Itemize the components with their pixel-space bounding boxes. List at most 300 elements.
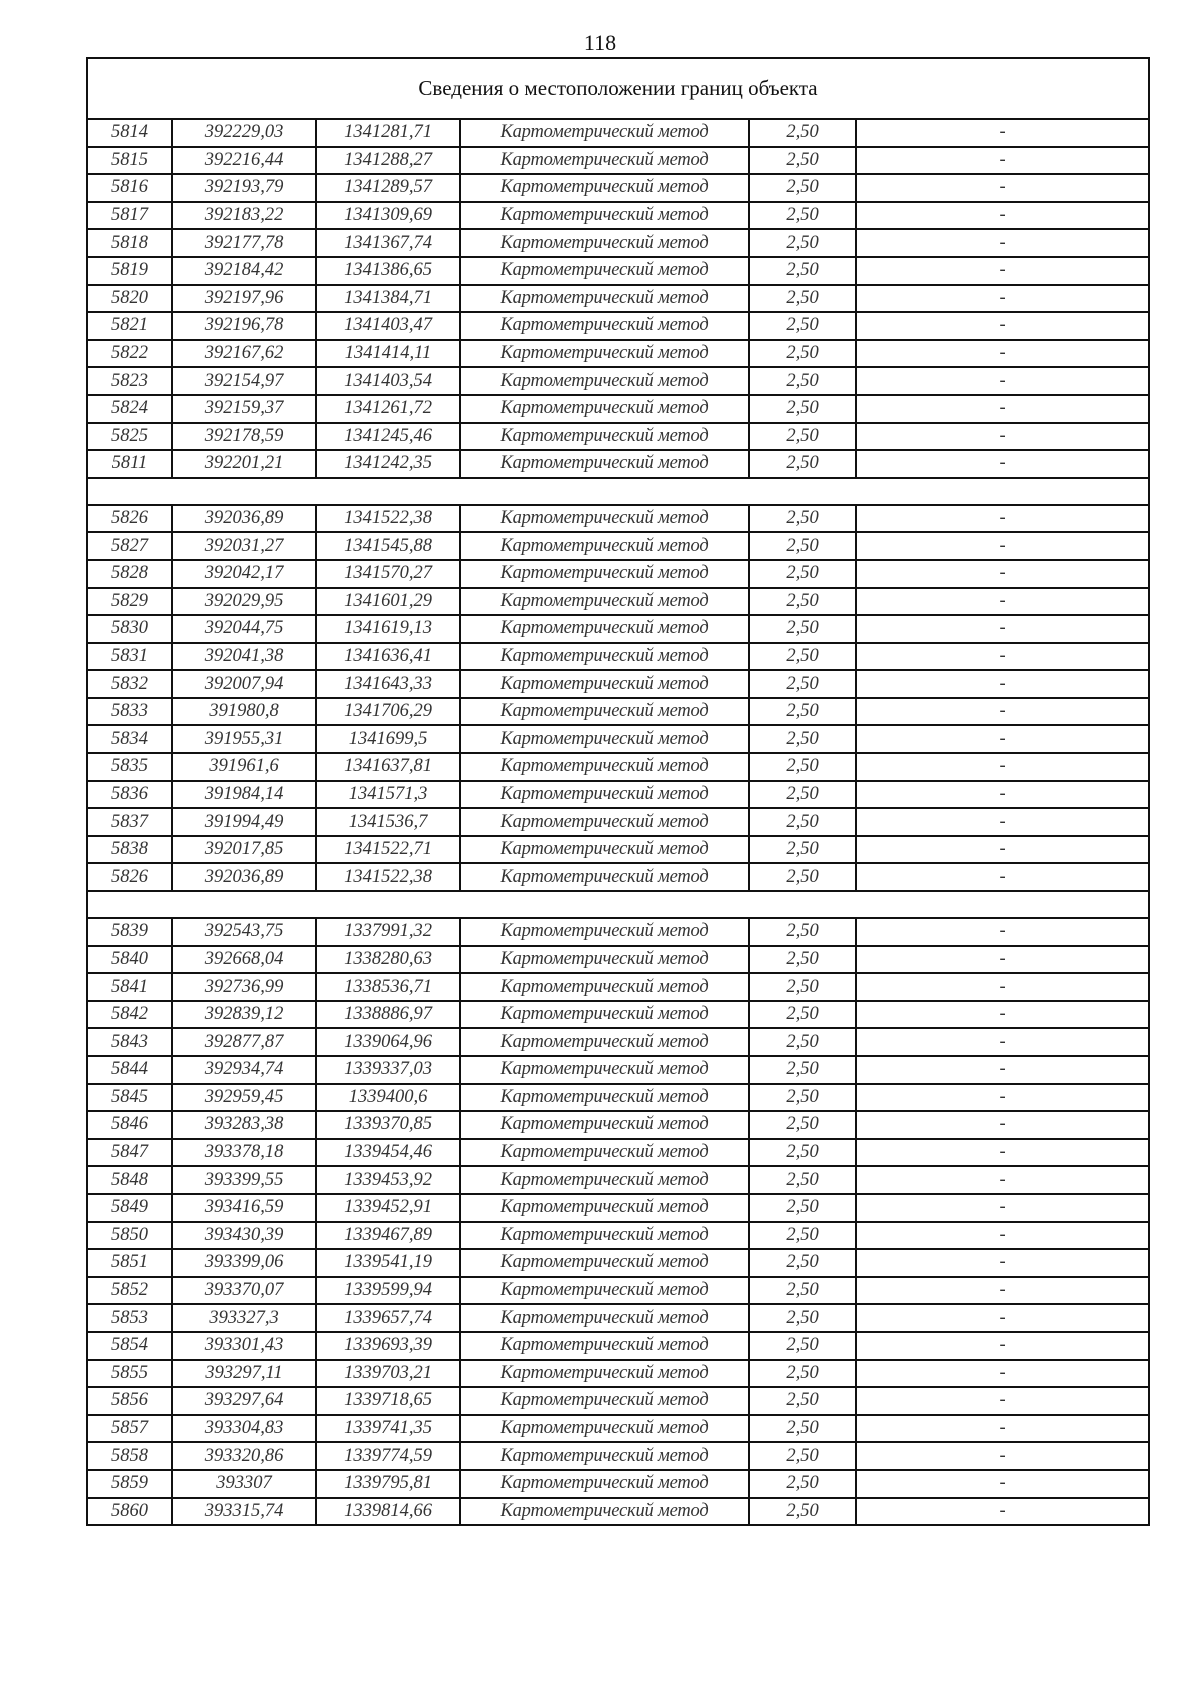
x-coordinate-cell: 393378,18 — [172, 1139, 316, 1167]
method-cell: Картометрический метод — [460, 147, 749, 175]
x-coordinate-cell: 392041,38 — [172, 643, 316, 671]
table-row — [87, 1194, 1149, 1222]
method-cell: Картометрический метод — [460, 119, 749, 147]
table-row — [87, 1056, 1149, 1084]
accuracy-cell: 2,50 — [749, 1222, 856, 1250]
x-coordinate-cell: 392154,97 — [172, 367, 316, 395]
description-cell: - — [856, 174, 1149, 202]
accuracy-cell: 2,50 — [749, 781, 856, 809]
point-number-cell: 5851 — [87, 1249, 172, 1277]
accuracy-cell: 2,50 — [749, 1415, 856, 1443]
point-number-cell: 5817 — [87, 202, 172, 230]
accuracy-cell: 2,50 — [749, 505, 856, 533]
table-row — [87, 643, 1149, 671]
y-coordinate-cell: 1339453,92 — [316, 1166, 460, 1194]
contour-separator-row — [87, 478, 1149, 505]
x-coordinate-cell: 392029,95 — [172, 588, 316, 616]
accuracy-cell: 2,50 — [749, 174, 856, 202]
accuracy-cell: 2,50 — [749, 532, 856, 560]
description-cell: - — [856, 423, 1149, 451]
point-number-cell: 5836 — [87, 781, 172, 809]
method-cell: Картометрический метод — [460, 174, 749, 202]
y-coordinate-cell: 1339693,39 — [316, 1332, 460, 1360]
x-coordinate-cell: 391980,8 — [172, 698, 316, 726]
x-coordinate-cell: 392839,12 — [172, 1001, 316, 1029]
point-number-cell: 5822 — [87, 340, 172, 368]
description-cell: - — [856, 753, 1149, 781]
table-row — [87, 532, 1149, 560]
y-coordinate-cell: 1341309,69 — [316, 202, 460, 230]
y-coordinate-cell: 1339741,35 — [316, 1415, 460, 1443]
method-cell: Картометрический метод — [460, 1001, 749, 1029]
y-coordinate-cell: 1341245,46 — [316, 423, 460, 451]
method-cell: Картометрический метод — [460, 532, 749, 560]
x-coordinate-cell: 393301,43 — [172, 1332, 316, 1360]
table-row — [87, 119, 1149, 147]
table-row — [87, 808, 1149, 836]
x-coordinate-cell: 392216,44 — [172, 147, 316, 175]
method-cell: Картометрический метод — [460, 395, 749, 423]
x-coordinate-cell: 392036,89 — [172, 863, 316, 891]
point-number-cell: 5853 — [87, 1304, 172, 1332]
description-cell: - — [856, 147, 1149, 175]
x-coordinate-cell: 392007,94 — [172, 670, 316, 698]
description-cell: - — [856, 1415, 1149, 1443]
y-coordinate-cell: 1341570,27 — [316, 560, 460, 588]
method-cell: Картометрический метод — [460, 946, 749, 974]
y-coordinate-cell: 1339718,65 — [316, 1387, 460, 1415]
method-cell: Картометрический метод — [460, 643, 749, 671]
point-number-cell: 5827 — [87, 532, 172, 560]
table-row — [87, 753, 1149, 781]
point-number-cell: 5860 — [87, 1498, 172, 1526]
method-cell: Картометрический метод — [460, 808, 749, 836]
method-cell: Картометрический метод — [460, 781, 749, 809]
description-cell: - — [856, 505, 1149, 533]
description-cell: - — [856, 367, 1149, 395]
table-body — [87, 58, 1149, 1525]
x-coordinate-cell: 391994,49 — [172, 808, 316, 836]
description-cell: - — [856, 1387, 1149, 1415]
y-coordinate-cell: 1339467,89 — [316, 1222, 460, 1250]
method-cell: Картометрический метод — [460, 1277, 749, 1305]
method-cell: Картометрический метод — [460, 725, 749, 753]
x-coordinate-cell: 393307 — [172, 1470, 316, 1498]
point-number-cell: 5846 — [87, 1111, 172, 1139]
point-number-cell: 5814 — [87, 119, 172, 147]
x-coordinate-cell: 393399,06 — [172, 1249, 316, 1277]
y-coordinate-cell: 1341242,35 — [316, 450, 460, 478]
description-cell: - — [856, 1498, 1149, 1526]
x-coordinate-cell: 392184,42 — [172, 257, 316, 285]
accuracy-cell: 2,50 — [749, 643, 856, 671]
accuracy-cell: 2,50 — [749, 1028, 856, 1056]
contour-separator-row — [87, 891, 1149, 918]
accuracy-cell: 2,50 — [749, 395, 856, 423]
y-coordinate-cell: 1341536,7 — [316, 808, 460, 836]
accuracy-cell: 2,50 — [749, 1387, 856, 1415]
description-cell: - — [856, 1470, 1149, 1498]
method-cell: Картометрический метод — [460, 918, 749, 946]
description-cell: - — [856, 1442, 1149, 1470]
point-number-cell: 5819 — [87, 257, 172, 285]
point-number-cell: 5858 — [87, 1442, 172, 1470]
x-coordinate-cell: 392159,37 — [172, 395, 316, 423]
x-coordinate-cell: 392736,99 — [172, 973, 316, 1001]
accuracy-cell: 2,50 — [749, 698, 856, 726]
point-number-cell: 5845 — [87, 1084, 172, 1112]
description-cell: - — [856, 257, 1149, 285]
x-coordinate-cell: 392167,62 — [172, 340, 316, 368]
method-cell: Картометрический метод — [460, 285, 749, 313]
y-coordinate-cell: 1339337,03 — [316, 1056, 460, 1084]
y-coordinate-cell: 1339452,91 — [316, 1194, 460, 1222]
point-number-cell: 5826 — [87, 505, 172, 533]
y-coordinate-cell: 1338280,63 — [316, 946, 460, 974]
boundary-coordinates-table — [86, 57, 1150, 1526]
accuracy-cell: 2,50 — [749, 560, 856, 588]
y-coordinate-cell: 1339657,74 — [316, 1304, 460, 1332]
method-cell: Картометрический метод — [460, 1222, 749, 1250]
description-cell: - — [856, 1222, 1149, 1250]
table-row — [87, 1442, 1149, 1470]
point-number-cell: 5834 — [87, 725, 172, 753]
table-row — [87, 1304, 1149, 1332]
point-number-cell: 5824 — [87, 395, 172, 423]
accuracy-cell: 2,50 — [749, 257, 856, 285]
method-cell: Картометрический метод — [460, 670, 749, 698]
description-cell: - — [856, 1249, 1149, 1277]
description-cell: - — [856, 532, 1149, 560]
method-cell: Картометрический метод — [460, 1166, 749, 1194]
x-coordinate-cell: 392036,89 — [172, 505, 316, 533]
x-coordinate-cell: 393283,38 — [172, 1111, 316, 1139]
x-coordinate-cell: 392196,78 — [172, 312, 316, 340]
x-coordinate-cell: 393304,83 — [172, 1415, 316, 1443]
table-row — [87, 202, 1149, 230]
x-coordinate-cell: 392044,75 — [172, 615, 316, 643]
accuracy-cell: 2,50 — [749, 918, 856, 946]
point-number-cell: 5811 — [87, 450, 172, 478]
y-coordinate-cell: 1341643,33 — [316, 670, 460, 698]
point-number-cell: 5850 — [87, 1222, 172, 1250]
x-coordinate-cell: 393315,74 — [172, 1498, 316, 1526]
accuracy-cell: 2,50 — [749, 423, 856, 451]
table-row — [87, 1001, 1149, 1029]
method-cell: Картометрический метод — [460, 312, 749, 340]
table-row — [87, 946, 1149, 974]
method-cell: Картометрический метод — [460, 1387, 749, 1415]
method-cell: Картометрический метод — [460, 1249, 749, 1277]
accuracy-cell: 2,50 — [749, 1001, 856, 1029]
accuracy-cell: 2,50 — [749, 1166, 856, 1194]
x-coordinate-cell: 391961,6 — [172, 753, 316, 781]
method-cell: Картометрический метод — [460, 257, 749, 285]
table-row — [87, 615, 1149, 643]
x-coordinate-cell: 393416,59 — [172, 1194, 316, 1222]
accuracy-cell: 2,50 — [749, 119, 856, 147]
method-cell: Картометрический метод — [460, 1111, 749, 1139]
point-number-cell: 5841 — [87, 973, 172, 1001]
point-number-cell: 5825 — [87, 423, 172, 451]
table-row — [87, 1470, 1149, 1498]
method-cell: Картометрический метод — [460, 1304, 749, 1332]
x-coordinate-cell: 393320,86 — [172, 1442, 316, 1470]
accuracy-cell: 2,50 — [749, 1277, 856, 1305]
y-coordinate-cell: 1339541,19 — [316, 1249, 460, 1277]
accuracy-cell: 2,50 — [749, 946, 856, 974]
y-coordinate-cell: 1341522,71 — [316, 836, 460, 864]
y-coordinate-cell: 1339814,66 — [316, 1498, 460, 1526]
point-number-cell: 5821 — [87, 312, 172, 340]
point-number-cell: 5832 — [87, 670, 172, 698]
table-row — [87, 1498, 1149, 1526]
y-coordinate-cell: 1341403,54 — [316, 367, 460, 395]
y-coordinate-cell: 1341706,29 — [316, 698, 460, 726]
page-number: 118 — [583, 30, 617, 55]
method-cell: Картометрический метод — [460, 836, 749, 864]
method-cell: Картометрический метод — [460, 1498, 749, 1526]
table-row — [87, 285, 1149, 313]
x-coordinate-cell: 393370,07 — [172, 1277, 316, 1305]
x-coordinate-cell: 393297,64 — [172, 1387, 316, 1415]
table-row — [87, 395, 1149, 423]
description-cell: - — [856, 450, 1149, 478]
accuracy-cell: 2,50 — [749, 1360, 856, 1388]
description-cell: - — [856, 588, 1149, 616]
y-coordinate-cell: 1341386,65 — [316, 257, 460, 285]
accuracy-cell: 2,50 — [749, 836, 856, 864]
point-number-cell: 5849 — [87, 1194, 172, 1222]
method-cell: Картометрический метод — [460, 1360, 749, 1388]
accuracy-cell: 2,50 — [749, 753, 856, 781]
table-row — [87, 918, 1149, 946]
y-coordinate-cell: 1341414,11 — [316, 340, 460, 368]
point-number-cell: 5847 — [87, 1139, 172, 1167]
table-row — [87, 1249, 1149, 1277]
separator-cell — [87, 478, 1149, 505]
x-coordinate-cell: 392543,75 — [172, 918, 316, 946]
table-row — [87, 1277, 1149, 1305]
method-cell: Картометрический метод — [460, 1442, 749, 1470]
method-cell: Картометрический метод — [460, 753, 749, 781]
point-number-cell: 5857 — [87, 1415, 172, 1443]
x-coordinate-cell: 392201,21 — [172, 450, 316, 478]
accuracy-cell: 2,50 — [749, 973, 856, 1001]
method-cell: Картометрический метод — [460, 615, 749, 643]
x-coordinate-cell: 392193,79 — [172, 174, 316, 202]
point-number-cell: 5844 — [87, 1056, 172, 1084]
method-cell: Картометрический метод — [460, 450, 749, 478]
x-coordinate-cell: 391984,14 — [172, 781, 316, 809]
description-cell: - — [856, 340, 1149, 368]
y-coordinate-cell: 1339774,59 — [316, 1442, 460, 1470]
accuracy-cell: 2,50 — [749, 863, 856, 891]
description-cell: - — [856, 973, 1149, 1001]
table-row — [87, 560, 1149, 588]
description-cell: - — [856, 863, 1149, 891]
y-coordinate-cell: 1341288,27 — [316, 147, 460, 175]
table-row — [87, 863, 1149, 891]
table-row — [87, 1360, 1149, 1388]
method-cell: Картометрический метод — [460, 202, 749, 230]
table-row — [87, 1222, 1149, 1250]
description-cell: - — [856, 1001, 1149, 1029]
x-coordinate-cell: 392934,74 — [172, 1056, 316, 1084]
table-row — [87, 725, 1149, 753]
accuracy-cell: 2,50 — [749, 808, 856, 836]
point-number-cell: 5816 — [87, 174, 172, 202]
y-coordinate-cell: 1341384,71 — [316, 285, 460, 313]
accuracy-cell: 2,50 — [749, 1470, 856, 1498]
x-coordinate-cell: 393399,55 — [172, 1166, 316, 1194]
y-coordinate-cell: 1341571,3 — [316, 781, 460, 809]
table-row — [87, 423, 1149, 451]
y-coordinate-cell: 1341403,47 — [316, 312, 460, 340]
accuracy-cell: 2,50 — [749, 1056, 856, 1084]
description-cell: - — [856, 946, 1149, 974]
x-coordinate-cell: 392959,45 — [172, 1084, 316, 1112]
y-coordinate-cell: 1338886,97 — [316, 1001, 460, 1029]
description-cell: - — [856, 670, 1149, 698]
y-coordinate-cell: 1339400,6 — [316, 1084, 460, 1112]
description-cell: - — [856, 1056, 1149, 1084]
x-coordinate-cell: 392178,59 — [172, 423, 316, 451]
method-cell: Картометрический метод — [460, 505, 749, 533]
accuracy-cell: 2,50 — [749, 1084, 856, 1112]
description-cell: - — [856, 643, 1149, 671]
table-row — [87, 836, 1149, 864]
method-cell: Картометрический метод — [460, 588, 749, 616]
x-coordinate-cell: 391955,31 — [172, 725, 316, 753]
method-cell: Картометрический метод — [460, 423, 749, 451]
table-row — [87, 174, 1149, 202]
description-cell: - — [856, 119, 1149, 147]
description-cell: - — [856, 1111, 1149, 1139]
description-cell: - — [856, 229, 1149, 257]
description-cell: - — [856, 1277, 1149, 1305]
description-cell: - — [856, 918, 1149, 946]
point-number-cell: 5838 — [87, 836, 172, 864]
table-row — [87, 147, 1149, 175]
accuracy-cell: 2,50 — [749, 1139, 856, 1167]
method-cell: Картометрический метод — [460, 863, 749, 891]
point-number-cell: 5833 — [87, 698, 172, 726]
separator-cell — [87, 891, 1149, 918]
y-coordinate-cell: 1341261,72 — [316, 395, 460, 423]
table-header-row — [87, 58, 1149, 119]
x-coordinate-cell: 392668,04 — [172, 946, 316, 974]
description-cell: - — [856, 725, 1149, 753]
y-coordinate-cell: 1339795,81 — [316, 1470, 460, 1498]
point-number-cell: 5830 — [87, 615, 172, 643]
y-coordinate-cell: 1339370,85 — [316, 1111, 460, 1139]
method-cell: Картометрический метод — [460, 367, 749, 395]
point-number-cell: 5840 — [87, 946, 172, 974]
method-cell: Картометрический метод — [460, 340, 749, 368]
x-coordinate-cell: 392877,87 — [172, 1028, 316, 1056]
accuracy-cell: 2,50 — [749, 285, 856, 313]
accuracy-cell: 2,50 — [749, 312, 856, 340]
accuracy-cell: 2,50 — [749, 1332, 856, 1360]
description-cell: - — [856, 285, 1149, 313]
x-coordinate-cell: 392031,27 — [172, 532, 316, 560]
method-cell: Картометрический метод — [460, 973, 749, 1001]
accuracy-cell: 2,50 — [749, 202, 856, 230]
accuracy-cell: 2,50 — [749, 725, 856, 753]
y-coordinate-cell: 1339064,96 — [316, 1028, 460, 1056]
method-cell: Картометрический метод — [460, 698, 749, 726]
y-coordinate-cell: 1341367,74 — [316, 229, 460, 257]
x-coordinate-cell: 392042,17 — [172, 560, 316, 588]
y-coordinate-cell: 1341289,57 — [316, 174, 460, 202]
table-row — [87, 1111, 1149, 1139]
table-row — [87, 312, 1149, 340]
description-cell: - — [856, 560, 1149, 588]
table-row — [87, 450, 1149, 478]
description-cell: - — [856, 1028, 1149, 1056]
table-row — [87, 257, 1149, 285]
point-number-cell: 5815 — [87, 147, 172, 175]
accuracy-cell: 2,50 — [749, 340, 856, 368]
point-number-cell: 5852 — [87, 1277, 172, 1305]
accuracy-cell: 2,50 — [749, 1442, 856, 1470]
description-cell: - — [856, 808, 1149, 836]
y-coordinate-cell: 1339599,94 — [316, 1277, 460, 1305]
table-row — [87, 1139, 1149, 1167]
x-coordinate-cell: 392183,22 — [172, 202, 316, 230]
table-row — [87, 781, 1149, 809]
description-cell: - — [856, 781, 1149, 809]
point-number-cell: 5839 — [87, 918, 172, 946]
description-cell: - — [856, 1360, 1149, 1388]
table-row — [87, 698, 1149, 726]
y-coordinate-cell: 1341699,5 — [316, 725, 460, 753]
accuracy-cell: 2,50 — [749, 670, 856, 698]
description-cell: - — [856, 1139, 1149, 1167]
y-coordinate-cell: 1341636,41 — [316, 643, 460, 671]
description-cell: - — [856, 1084, 1149, 1112]
x-coordinate-cell: 392177,78 — [172, 229, 316, 257]
table-row — [87, 1084, 1149, 1112]
point-number-cell: 5823 — [87, 367, 172, 395]
description-cell: - — [856, 1304, 1149, 1332]
x-coordinate-cell: 392017,85 — [172, 836, 316, 864]
x-coordinate-cell: 392229,03 — [172, 119, 316, 147]
accuracy-cell: 2,50 — [749, 1498, 856, 1526]
table-row — [87, 1332, 1149, 1360]
table-row — [87, 588, 1149, 616]
description-cell: - — [856, 1166, 1149, 1194]
y-coordinate-cell: 1341637,81 — [316, 753, 460, 781]
x-coordinate-cell: 393430,39 — [172, 1222, 316, 1250]
y-coordinate-cell: 1341545,88 — [316, 532, 460, 560]
table-row — [87, 229, 1149, 257]
point-number-cell: 5848 — [87, 1166, 172, 1194]
point-number-cell: 5854 — [87, 1332, 172, 1360]
table-row — [87, 1028, 1149, 1056]
table-row — [87, 505, 1149, 533]
description-cell: - — [856, 1194, 1149, 1222]
point-number-cell: 5818 — [87, 229, 172, 257]
point-number-cell: 5856 — [87, 1387, 172, 1415]
table-row — [87, 340, 1149, 368]
method-cell: Картометрический метод — [460, 560, 749, 588]
point-number-cell: 5843 — [87, 1028, 172, 1056]
method-cell: Картометрический метод — [460, 1194, 749, 1222]
accuracy-cell: 2,50 — [749, 450, 856, 478]
method-cell: Картометрический метод — [460, 1056, 749, 1084]
